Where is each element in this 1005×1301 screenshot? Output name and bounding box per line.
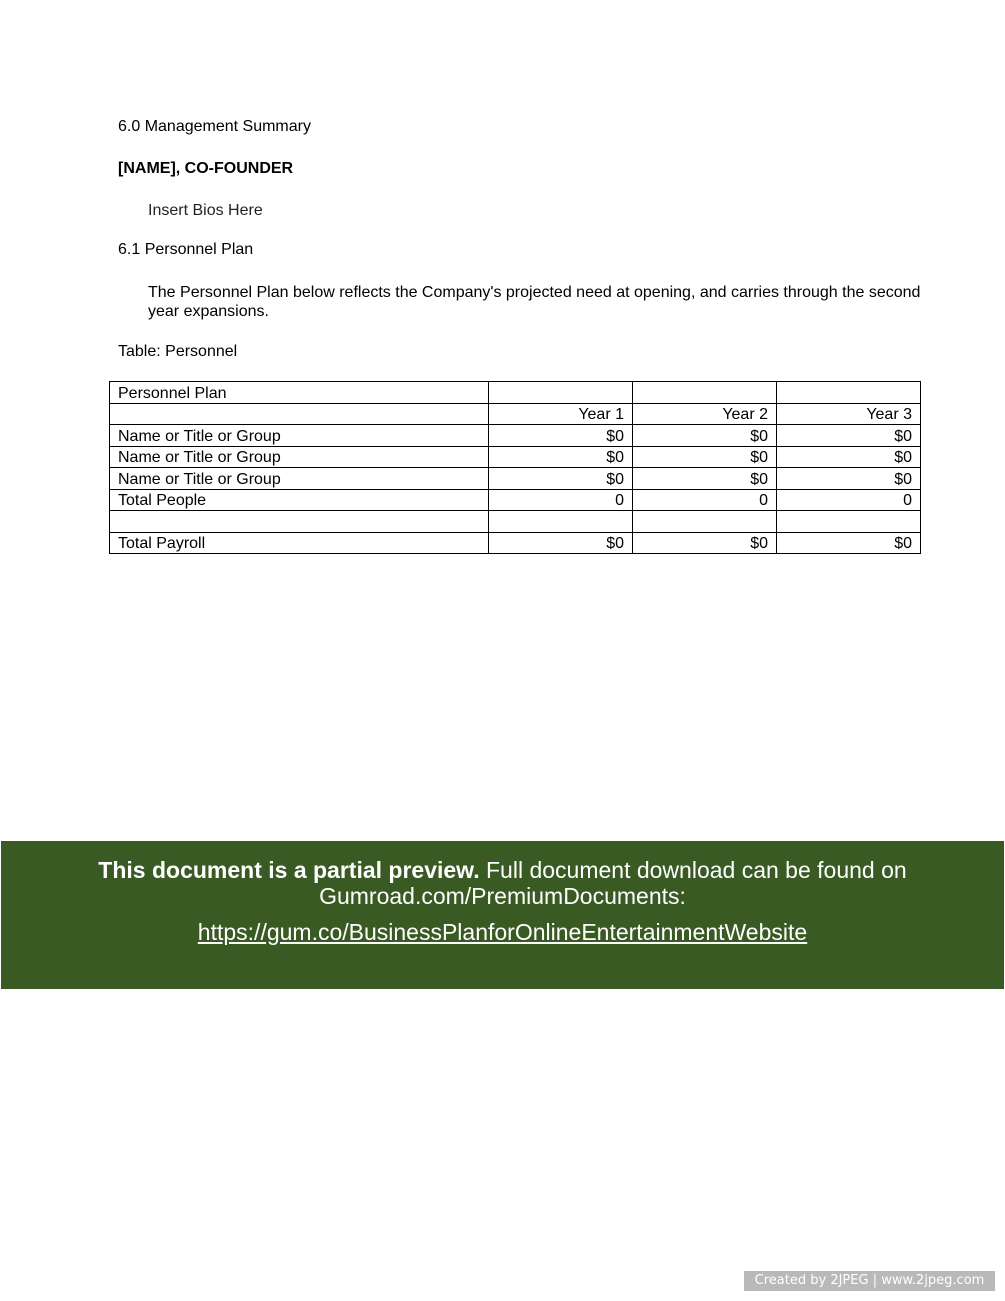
table-title-row [110, 382, 921, 404]
table-title: Personnel Plan [110, 382, 489, 404]
row-label [110, 511, 489, 533]
preview-notice [1, 857, 1004, 909]
table-cell: $0 [777, 468, 921, 490]
personnel-table [109, 381, 921, 554]
row-label: Name or Title or Group [110, 446, 489, 468]
table-cell: $0 [489, 468, 633, 490]
personnel-paragraph: The Personnel Plan below reflects the Company's projected need at opening, and carries through the second year expansions. [148, 284, 921, 320]
table-header-row [110, 403, 921, 425]
preview-notice-bold: This document is a partial preview. [98, 857, 480, 883]
table-cell: $0 [489, 446, 633, 468]
table-cell: 0 [489, 489, 633, 511]
table-cell [110, 403, 489, 425]
row-label: Name or Title or Group [110, 425, 489, 447]
table-cell: $0 [489, 425, 633, 447]
table-cell: $0 [633, 425, 777, 447]
download-link[interactable]: https://gum.co/BusinessPlanforOnlineEntertainmentWebsite [197, 919, 808, 945]
subsection-heading: 6.1 Personnel Plan [118, 241, 254, 258]
cofounder-heading: [NAME], CO-FOUNDER [118, 160, 294, 177]
table-row [110, 489, 921, 511]
table-caption: Table: Personnel [118, 343, 238, 360]
column-header: Year 1 [489, 403, 633, 425]
table-cell [633, 382, 777, 404]
table-cell [633, 511, 777, 533]
table-cell [489, 382, 633, 404]
table-row [110, 425, 921, 447]
bios-placeholder: Insert Bios Here [148, 202, 263, 219]
preview-notice-text: Full document download can be found on Gumroad.com/PremiumDocuments: [319, 857, 907, 909]
row-label: Total Payroll [110, 532, 489, 554]
preview-banner [1, 841, 1004, 989]
table-cell: $0 [777, 446, 921, 468]
row-label: Name or Title or Group [110, 468, 489, 490]
table-cell: $0 [633, 532, 777, 554]
table-row [110, 468, 921, 490]
section-heading: 6.0 Management Summary [118, 118, 311, 135]
table-cell: $0 [489, 532, 633, 554]
table-cell: $0 [633, 446, 777, 468]
download-link-container [1, 919, 1004, 945]
table-cell: $0 [777, 425, 921, 447]
table-row [110, 511, 921, 533]
table-cell [489, 511, 633, 533]
row-label: Total People [110, 489, 489, 511]
column-header: Year 2 [633, 403, 777, 425]
table-cell: $0 [777, 532, 921, 554]
table-cell: $0 [633, 468, 777, 490]
table-row [110, 532, 921, 554]
column-header: Year 3 [777, 403, 921, 425]
table-cell: 0 [777, 489, 921, 511]
table-row [110, 446, 921, 468]
table-cell [777, 382, 921, 404]
table-cell [777, 511, 921, 533]
table-cell: 0 [633, 489, 777, 511]
watermark: Created by 2JPEG | www.2jpeg.com [744, 1271, 995, 1291]
